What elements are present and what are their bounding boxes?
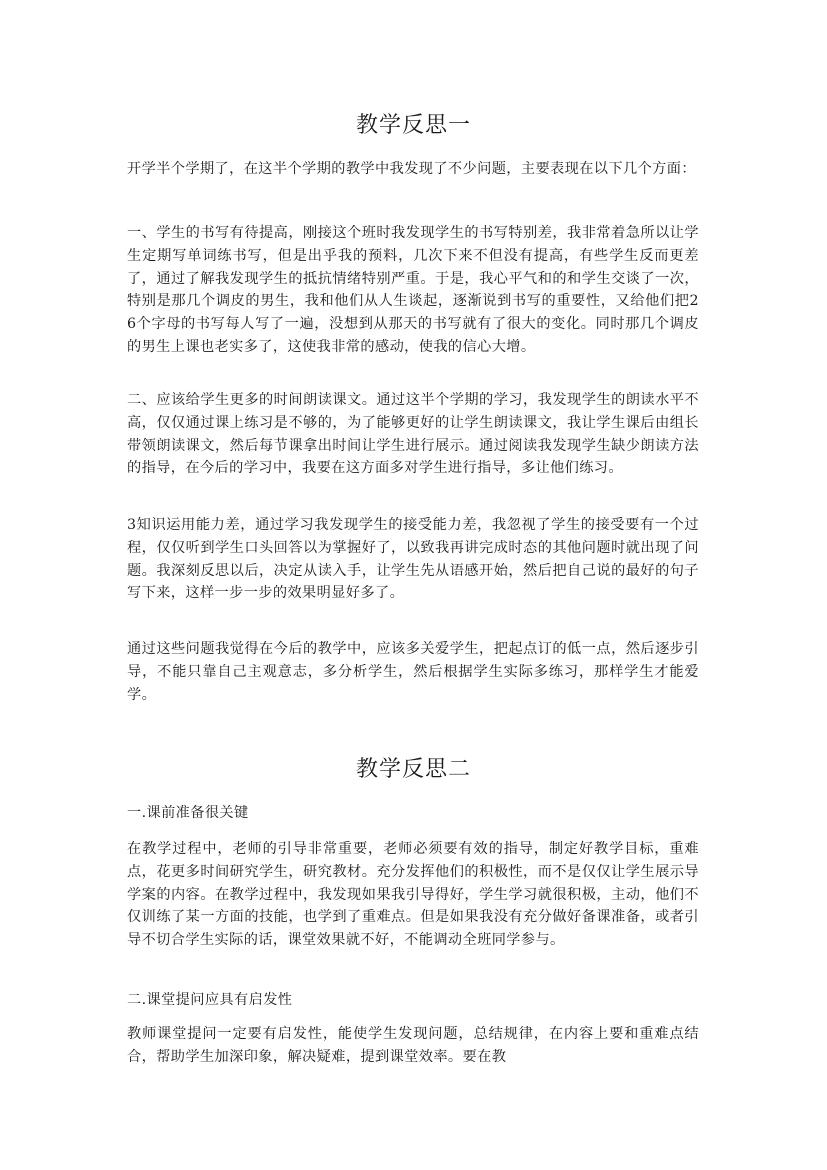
section2-paragraph-2: 教师课堂提问一定要有启发性，能使学生发现问题，总结规律，在内容上要和重难点结合，帮助学生加深印象，解决疑难，提到课堂效率。要在教 (127, 1026, 699, 1065)
section2-heading-1: 一.课前准备很关键 (127, 805, 249, 821)
section1-paragraph-2: 一、学生的书写有待提高，刚接这个班时我发现学生的书写特别差，我非常着急所以让学生定期写单词练书写，但是出乎我的预料，几次下来不但没有提高，有些学生反而更差了，通过了解我发现学生的抵抗情绪特别严重。于是，我心平气和的和学生交谈了一次，特别是那几个调皮的男生，我和他们从人生谈起，逐渐说到书写的重要性，又给他们把26个字母的书写每人写了一遍，没想到从那天的书写就有了很大的变化。同时那几个调皮的男生上课也老实多了，这使我非常的感动，使我的信心大增。 (127, 225, 699, 355)
section2-heading-2: 二.课堂提问应具有启发性 (127, 992, 293, 1008)
section1-paragraph-3: 二、应该给学生更多的时间朗读课文。通过这半个学期的学习，我发现学生的朗读水平不高，仅仅通过课上练习是不够的，为了能够更好的让学生朗读课文，我让学生课后由组长带领朗读课文，然后每节课拿出时间让学生进行展示。通过阅读我发现学生缺少朗读方法的指导，在今后的学习中，我要在这方面多对学生进行指导，多让他们练习。 (127, 392, 699, 477)
section1-paragraph-5: 通过这些问题我觉得在今后的教学中，应该多关爱学生，把起点订的低一点，然后逐步引导，不能只靠自己主观意志，多分析学生，然后根据学生实际多练习，那样学生才能爱学。 (127, 641, 699, 703)
section1-paragraph-4: 3知识运用能力差，通过学习我发现学生的接受能力差，我忽视了学生的接受要有一个过程，仅仅听到学生口头回答以为掌握好了，以致我再讲完成时态的其他问题时就出现了问题。我深刻反思以后，决定从读入手，让学生先从语感开始，然后把自己说的最好的句子写下来，这样一步一步的效果明显好多了。 (127, 517, 699, 602)
section1-paragraph-1: 开学半个学期了，在这半个学期的教学中我发现了不少问题，主要表现在以下几个方面： (127, 161, 696, 177)
section2-title: 教学反思二 (355, 757, 471, 782)
section1-title: 教学反思一 (355, 113, 471, 138)
section2-paragraph-1: 在教学过程中，老师的引导非常重要，老师必须要有效的指导，制定好教学目标，重难点，花更多时间研究学生，研究教材。充分发挥他们的积极性，而不是仅仅让学生展示导学案的内容。在教学过程中，我发现如果我引导得好，学生学习就很积极，主动，他们不仅训练了某一方面的技能，也学到了重难点。但是如果我没有充分做好备课准备，或者引导不切合学生实际的话，课堂效果就不好，不能调动全班同学参与。 (127, 841, 699, 949)
